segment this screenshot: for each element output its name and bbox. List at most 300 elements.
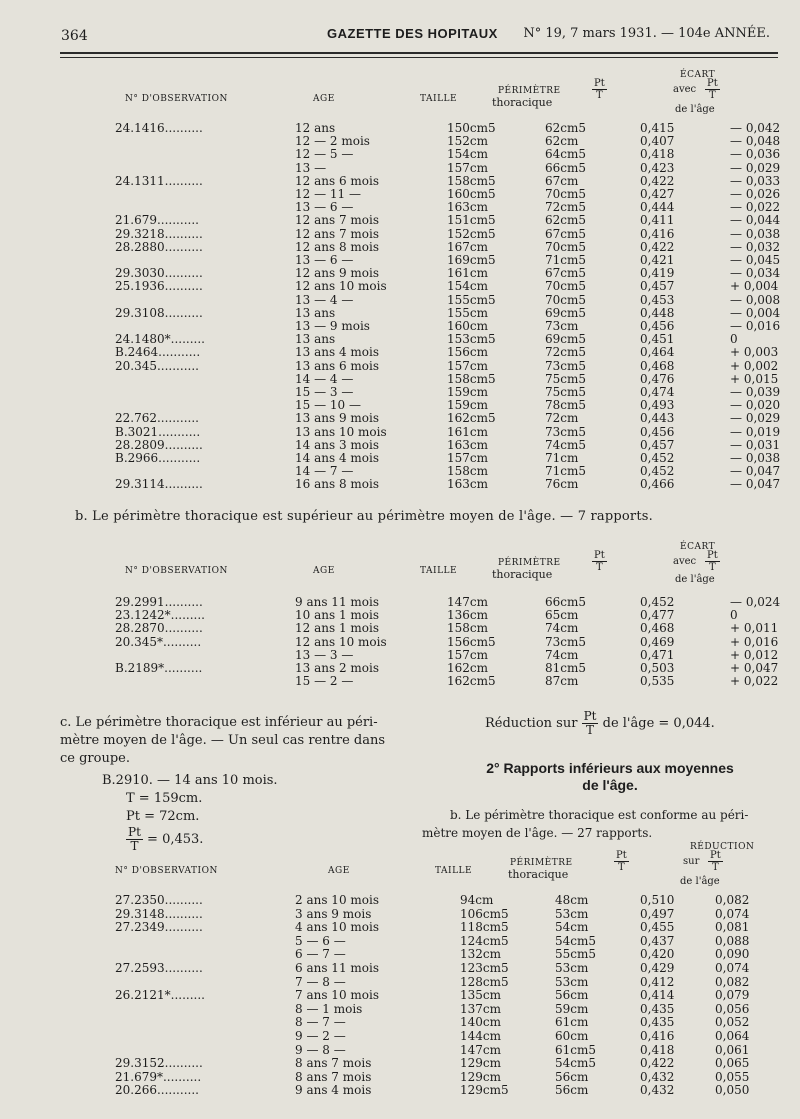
ecart-cell: + 0,012 [730, 647, 779, 662]
ratio-cell: 0,429 [640, 961, 675, 975]
taille-cell: 124cm5 [460, 933, 509, 948]
col-taille: TAILLE [435, 866, 473, 876]
taille-cell: 147cm [460, 1042, 502, 1057]
perimetre-cell: 64cm5 [545, 147, 587, 162]
ecart-cell: — 0,019 [730, 424, 781, 439]
section-c-line3: ce groupe. [60, 751, 130, 766]
col-taille: TAILLE [420, 94, 458, 104]
obs-cell: 29.3152.......... [115, 1056, 203, 1071]
ratio-cell: 0,443 [640, 411, 675, 426]
ecart-cell: — 0,026 [730, 187, 781, 201]
age-cell: 13 ans [295, 332, 336, 347]
taille-cell: 129cm [460, 1069, 502, 1084]
section-c-line1: c. Le périmètre thoracique est inférieur au péri- [60, 715, 378, 730]
ratio-cell: 0,469 [640, 634, 675, 649]
age-cell: 16 ans 8 mois [295, 477, 379, 492]
col-obs: N° D'OBSERVATION [115, 866, 218, 876]
col-ecart: ÉCART [680, 542, 716, 552]
ecart-cell: 0,090 [715, 947, 750, 962]
ratio-cell: 0,420 [640, 947, 675, 962]
perimetre-cell: 74cm5 [545, 437, 587, 452]
ratio-cell: 0,407 [640, 134, 675, 149]
taille-cell: 154cm [447, 147, 489, 162]
ecart-cell: 0,079 [715, 988, 750, 1003]
col-obs: N° D'OBSERVATION [125, 94, 228, 104]
taille-cell: 128cm5 [460, 974, 509, 989]
ratio-cell: 0,422 [640, 173, 675, 188]
ratio-cell: 0,457 [640, 437, 675, 452]
page-header [55, 22, 770, 44]
age-cell: 13 — 4 — [295, 292, 354, 307]
perimetre-cell: 71cm5 [545, 464, 587, 479]
taille-cell: 158cm [447, 621, 489, 636]
age-cell: 15 — 2 — [295, 674, 354, 689]
col-avec: avec [673, 556, 697, 567]
age-cell: 8 ans 7 mois [295, 1056, 372, 1071]
col-de-age: de l'âge [675, 104, 715, 115]
col-perimetre: PÉRIMÈTRE [510, 858, 573, 868]
taille-cell: 137cm [460, 1001, 502, 1016]
age-cell: 9 ans 11 mois [295, 595, 379, 609]
age-cell: 13 ans 2 mois [295, 661, 379, 675]
taille-cell: 150cm5 [447, 121, 496, 135]
section-c-line2: mètre moyen de l'âge. — Un seul cas rentre dans [60, 733, 386, 748]
table3-header [80, 840, 780, 890]
perimetre-cell: 78cm5 [545, 398, 587, 413]
obs-cell: 24.1416.......... [115, 121, 203, 135]
taille-cell: 155cm [447, 305, 489, 320]
taille-cell: 162cm [447, 661, 489, 675]
age-cell: 13 ans 6 mois [295, 358, 379, 373]
perimetre-cell: 59cm [555, 1001, 589, 1016]
perimetre-cell: 62cm5 [545, 213, 587, 228]
perimetre-cell: 67cm5 [545, 266, 587, 281]
taille-cell: 163cm [447, 200, 489, 215]
ecart-cell: 0,082 [715, 974, 750, 989]
age-cell: 2 ans 10 mois [295, 893, 379, 907]
ecart-cell: — 0,039 [730, 385, 781, 399]
taille-cell: 156cm5 [447, 634, 496, 649]
taille-cell: 159cm [447, 385, 489, 399]
taille-cell: 163cm [447, 437, 489, 452]
ecart-cell: — 0,016 [730, 319, 781, 333]
obs-cell: 28.2870.......... [115, 621, 203, 636]
age-cell: 7 — 8 — [295, 974, 346, 989]
ecart-cell: 0,055 [715, 1069, 750, 1084]
taille-cell: 132cm [460, 947, 502, 962]
obs-cell: 20.345........... [115, 358, 199, 373]
ratio-cell: 0,414 [640, 988, 675, 1003]
ecart-cell: — 0,036 [730, 147, 781, 162]
perimetre-cell: 54cm [555, 920, 589, 935]
age-cell: 13 ans 9 mois [295, 411, 379, 426]
ecart-cell: + 0,011 [730, 621, 779, 636]
obs-cell: 29.3148.......... [115, 906, 203, 921]
ecart-cell: — 0,022 [730, 200, 781, 215]
ecart-cell: + 0,002 [730, 358, 779, 373]
obs-cell: B.2464........... [115, 345, 201, 360]
taille-cell: 158cm5 [447, 371, 496, 386]
perimetre-cell: 53cm [555, 961, 589, 975]
taille-cell: 123cm5 [460, 961, 509, 975]
perimetre-cell: 48cm [555, 893, 589, 907]
col-thoracique: thoracique [492, 568, 553, 581]
section-c-ratio: $\frac{Pt}{T}$ = 0,453. [128, 825, 204, 853]
ratio-cell: 0,423 [640, 160, 675, 175]
age-cell: 13 ans 4 mois [295, 345, 379, 360]
perimetre-cell: 71cm [545, 451, 579, 465]
obs-cell: B.2189*.......... [115, 661, 203, 675]
ecart-cell: + 0,047 [730, 661, 779, 675]
obs-cell: 20.266........... [115, 1083, 199, 1098]
ecart-cell: + 0,016 [730, 634, 779, 649]
obs-cell: 24.1311.......... [115, 173, 203, 188]
age-cell: 3 ans 9 mois [295, 906, 372, 921]
taille-cell: 153cm5 [447, 332, 496, 347]
ratio-cell: 0,503 [640, 661, 675, 675]
perimetre-cell: 54cm5 [555, 933, 597, 948]
col-thoracique: thoracique [492, 96, 553, 109]
taille-cell: 140cm [460, 1015, 502, 1030]
reduction-fraction: $\frac{Pt}{T}$ [583, 709, 597, 737]
perimetre-cell: 61cm [555, 1015, 589, 1030]
ratio-cell: 0,456 [640, 319, 675, 333]
ecart-cell: 0,082 [715, 893, 750, 907]
perimetre-cell: 73cm5 [545, 358, 587, 373]
perimetre-cell: 56cm [555, 1069, 589, 1084]
ecart-cell: 0 [730, 608, 738, 623]
perimetre-cell: 74cm [545, 647, 579, 662]
ratio-cell: 0,422 [640, 239, 675, 254]
taille-cell: 94cm [460, 893, 494, 907]
ratio-cell: 0,477 [640, 608, 675, 623]
ratio-cell: 0,418 [640, 1042, 675, 1057]
perimetre-cell: 72cm5 [545, 200, 587, 215]
ratio-cell: 0,493 [640, 398, 675, 413]
ratio-cell: 0,474 [640, 385, 675, 399]
taille-cell: 144cm [460, 1029, 502, 1043]
age-cell: 8 ans 7 mois [295, 1069, 372, 1084]
taille-cell: 157cm [447, 647, 489, 662]
taille-cell: 135cm [460, 988, 502, 1003]
age-cell: 13 ans 10 mois [295, 424, 387, 439]
perimetre-cell: 67cm5 [545, 226, 587, 241]
obs-cell: 25.1936.......... [115, 279, 203, 294]
ecart-cell: — 0,032 [730, 239, 781, 254]
ratio-cell: 0,510 [640, 893, 675, 907]
age-cell: 15 — 3 — [295, 385, 354, 399]
ratio-cell: 0,427 [640, 187, 675, 201]
obs-cell: 27.2350.......... [115, 893, 203, 907]
age-cell: 9 ans 4 mois [295, 1083, 372, 1098]
obs-cell: 28.2880.......... [115, 239, 203, 254]
taille-cell: 162cm5 [447, 674, 496, 689]
taille-cell: 147cm [447, 595, 489, 609]
taille-cell: 136cm [447, 608, 489, 623]
age-cell: 12 — 2 mois [295, 134, 370, 149]
age-cell: 14 ans 4 mois [295, 451, 379, 465]
col-age: AGE [328, 866, 350, 876]
taille-cell: 118cm5 [460, 920, 509, 935]
perimetre-cell: 76cm [545, 477, 579, 492]
perimetre-cell: 74cm [545, 621, 579, 636]
ecart-cell: — 0,031 [730, 437, 781, 452]
perimetre-cell: 70cm5 [545, 187, 587, 201]
perimetre-cell: 65cm [545, 608, 579, 623]
ecart-cell: — 0,029 [730, 160, 781, 175]
ratio-cell: 0,448 [640, 305, 675, 320]
col-ratio: $\frac{Pt}{T}$ [594, 550, 605, 573]
ratio-cell: 0,452 [640, 464, 675, 479]
perimetre-cell: 69cm5 [545, 332, 587, 347]
perimetre-cell: 55cm5 [555, 947, 597, 962]
age-cell: 12 ans 8 mois [295, 239, 379, 254]
taille-cell: 158cm5 [447, 173, 496, 188]
perimetre-cell: 60cm [555, 1029, 589, 1043]
table1-header [80, 70, 780, 120]
col-perimetre: PÉRIMÈTRE [498, 558, 561, 568]
obs-cell: 26.2121*......... [115, 988, 205, 1003]
col-ecart-ratio: $\frac{Pt}{T}$ [707, 78, 718, 101]
ratio-cell: 0,497 [640, 906, 675, 921]
perimetre-cell: 67cm [545, 173, 579, 188]
perimetre-cell: 66cm5 [545, 160, 587, 175]
age-cell: 12 — 5 — [295, 147, 354, 162]
taille-cell: 129cm [460, 1056, 502, 1071]
age-cell: 14 ans 3 mois [295, 437, 379, 452]
age-cell: 9 — 2 — [295, 1029, 346, 1043]
ecart-cell: — 0,008 [730, 292, 781, 307]
perimetre-cell: 72cm5 [545, 345, 587, 360]
section-2-sub: b. Le périmètre thoracique est conforme au péri- mètre moyen de l'âge. — 27 rapports. [422, 808, 749, 840]
ratio-cell: 0,476 [640, 371, 675, 386]
age-cell: 15 — 10 — [295, 398, 361, 413]
perimetre-cell: 53cm [555, 974, 589, 989]
taille-cell: 154cm [447, 279, 489, 294]
col-age: AGE [313, 566, 335, 576]
perimetre-cell: 53cm [555, 906, 589, 921]
age-cell: 7 ans 10 mois [295, 988, 379, 1003]
ecart-cell: — 0,045 [730, 253, 781, 267]
age-cell: 8 — 7 — [295, 1015, 346, 1030]
age-cell: 12 ans 10 mois [295, 634, 387, 649]
obs-cell: B.3021........... [115, 424, 201, 439]
ratio-cell: 0,432 [640, 1069, 675, 1084]
ratio-cell: 0,451 [640, 332, 675, 347]
ratio-cell: 0,411 [640, 213, 675, 228]
age-cell: 12 ans [295, 121, 336, 135]
perimetre-cell: 70cm5 [545, 292, 587, 307]
taille-cell: 155cm5 [447, 292, 496, 307]
ecart-cell: 0,056 [715, 1001, 750, 1016]
header-rule [60, 52, 778, 54]
ecart-cell: — 0,004 [730, 305, 781, 320]
perimetre-cell: 71cm5 [545, 253, 587, 267]
obs-cell: 21.679*.......... [115, 1069, 202, 1084]
age-cell: 12 ans 7 mois [295, 213, 379, 228]
ecart-cell: 0,081 [715, 920, 750, 935]
ecart-cell: — 0,048 [730, 134, 781, 149]
obs-cell: 29.3030.......... [115, 266, 203, 281]
ecart-cell: 0 [730, 332, 738, 347]
obs-cell: 22.762........... [115, 411, 199, 426]
perimetre-cell: 75cm5 [545, 371, 587, 386]
perimetre-cell: 73cm [545, 319, 579, 333]
ecart-cell: — 0,044 [730, 213, 781, 228]
table2-header [80, 540, 780, 590]
col-ratio: $\frac{Pt}{T}$ [594, 78, 605, 101]
perimetre-cell: 56cm [555, 1083, 589, 1098]
perimetre-cell: 73cm5 [545, 424, 587, 439]
ratio-cell: 0,416 [640, 226, 675, 241]
ratio-cell: 0,535 [640, 674, 675, 689]
ecart-cell: — 0,047 [730, 477, 781, 492]
perimetre-cell: 62cm [545, 134, 579, 149]
taille-cell: 152cm5 [447, 226, 496, 241]
section-c-case: B.2910. — 14 ans 10 mois. [102, 773, 278, 788]
col-obs: N° D'OBSERVATION [125, 566, 228, 576]
ratio-cell: 0,432 [640, 1083, 675, 1098]
ecart-cell: 0,052 [715, 1015, 750, 1030]
section-c-t: T = 159cm. [126, 791, 203, 806]
taille-cell: 169cm5 [447, 253, 496, 267]
ratio-cell: 0,471 [640, 647, 675, 662]
perimetre-cell: 66cm5 [545, 595, 587, 609]
age-cell: 4 ans 10 mois [295, 920, 379, 935]
taille-cell: 159cm [447, 398, 489, 413]
perimetre-cell: 54cm5 [555, 1056, 597, 1071]
perimetre-cell: 75cm5 [545, 385, 587, 399]
ecart-cell: — 0,033 [730, 173, 781, 188]
perimetre-cell: 69cm5 [545, 305, 587, 320]
ratio-cell: 0,418 [640, 147, 675, 162]
age-cell: 12 ans 6 mois [295, 173, 379, 188]
ratio-cell: 0,435 [640, 1001, 675, 1016]
reduction-line: Réduction sur $\frac{Pt}{T}$ de l'âge = 0,044. [485, 709, 715, 737]
ecart-cell: 0,074 [715, 961, 750, 975]
obs-cell: B.2966........... [115, 451, 201, 465]
age-cell: 8 — 1 mois [295, 1001, 363, 1016]
col-de-age: de l'âge [675, 574, 715, 585]
ratio-cell: 0,416 [640, 1029, 675, 1043]
age-cell: 14 — 4 — [295, 371, 354, 386]
ratio-cell: 0,437 [640, 933, 675, 948]
col-age: AGE [313, 94, 335, 104]
taille-cell: 157cm [447, 160, 489, 175]
taille-cell: 160cm5 [447, 187, 496, 201]
section-b-title: b. Le périmètre thoracique est supérieur au périmètre moyen de l'âge. — 7 rapports. [75, 509, 653, 524]
obs-cell: 23.1242*......... [115, 608, 205, 623]
obs-cell: 28.2809.......... [115, 437, 203, 452]
taille-cell: 152cm [447, 134, 489, 149]
col-ecart-ratio: $\frac{Pt}{T}$ [707, 550, 718, 573]
age-cell: 6 ans 11 mois [295, 961, 379, 975]
ecart-cell: — 0,038 [730, 226, 781, 241]
col-reduction-ratio: $\frac{Pt}{T}$ [710, 850, 721, 873]
col-thoracique: thoracique [508, 868, 569, 881]
col-ratio: $\frac{Pt}{T}$ [616, 850, 627, 873]
ratio-cell: 0,464 [640, 345, 675, 360]
ecart-cell: 0,088 [715, 933, 750, 948]
ecart-cell: — 0,042 [730, 121, 781, 135]
ecart-cell: 0,074 [715, 906, 750, 921]
ecart-cell: — 0,034 [730, 266, 781, 281]
ecart-cell: + 0,015 [730, 371, 779, 386]
ratio-cell: 0,419 [640, 266, 675, 281]
perimetre-cell: 72cm [545, 411, 579, 426]
taille-cell: 158cm [447, 464, 489, 479]
perimetre-cell: 62cm5 [545, 121, 587, 135]
ratio-cell: 0,435 [640, 1015, 675, 1030]
obs-cell: 20.345*.......... [115, 634, 202, 649]
age-cell: 13 — 9 mois [295, 319, 370, 333]
taille-cell: 157cm [447, 451, 489, 465]
ecart-cell: + 0,022 [730, 674, 779, 689]
ecart-cell: + 0,003 [730, 345, 779, 360]
ecart-cell: — 0,024 [730, 595, 781, 609]
issue-info: N° 19, 7 mars 1931. — 104e ANNÉE. [523, 26, 770, 41]
ratio-cell: 0,415 [640, 121, 675, 135]
ecart-cell: — 0,029 [730, 411, 781, 426]
ratio-cell: 0,452 [640, 451, 675, 465]
ratio-cell: 0,422 [640, 1056, 675, 1071]
ecart-cell: — 0,047 [730, 464, 781, 479]
ratio-cell: 0,468 [640, 621, 675, 636]
ecart-cell: — 0,038 [730, 451, 781, 465]
taille-cell: 156cm [447, 345, 489, 360]
obs-cell: 29.3108.......... [115, 305, 203, 320]
obs-cell: 21.679........... [115, 213, 199, 228]
age-cell: 6 — 7 — [295, 947, 346, 962]
ratio-cell: 0,412 [640, 974, 675, 989]
col-avec: avec [673, 84, 697, 95]
ratio-cell: 0,453 [640, 292, 675, 307]
ecart-cell: + 0,004 [730, 279, 779, 294]
col-ecart: ÉCART [680, 70, 716, 80]
age-cell: 12 ans 7 mois [295, 226, 379, 241]
perimetre-cell: 73cm5 [545, 634, 587, 649]
ecart-cell: 0,064 [715, 1029, 750, 1043]
age-cell: 9 — 8 — [295, 1042, 346, 1057]
taille-cell: 129cm5 [460, 1083, 509, 1098]
col-reduction: RÉDUCTION [690, 842, 755, 852]
age-cell: 10 ans 1 mois [295, 608, 379, 623]
perimetre-cell: 70cm5 [545, 279, 587, 294]
col-sur: sur [683, 856, 700, 867]
taille-cell: 162cm5 [447, 411, 496, 426]
age-cell: 12 — 11 — [295, 187, 361, 201]
ratio-cell: 0,444 [640, 200, 675, 215]
ratio-cell: 0,455 [640, 920, 675, 935]
journal-title: GAZETTE DES HOPITAUX [327, 26, 498, 41]
taille-cell: 161cm [447, 424, 489, 439]
ecart-cell: — 0,020 [730, 398, 781, 413]
col-taille: TAILLE [420, 566, 458, 576]
taille-cell: 160cm [447, 319, 489, 333]
section-c-pt: Pt = 72cm. [126, 809, 200, 824]
ratio-cell: 0,452 [640, 595, 675, 609]
perimetre-cell: 61cm5 [555, 1042, 597, 1057]
ratio-cell: 0,421 [640, 253, 675, 267]
obs-cell: 29.3114.......... [115, 477, 203, 492]
ratio-cell: 0,466 [640, 477, 675, 492]
ratio-cell: 0,456 [640, 424, 675, 439]
taille-cell: 163cm [447, 477, 489, 492]
obs-cell: 29.3218.......... [115, 226, 203, 241]
ratio-cell: 0,468 [640, 358, 675, 373]
taille-cell: 161cm [447, 266, 489, 281]
age-cell: 13 — [295, 160, 327, 175]
